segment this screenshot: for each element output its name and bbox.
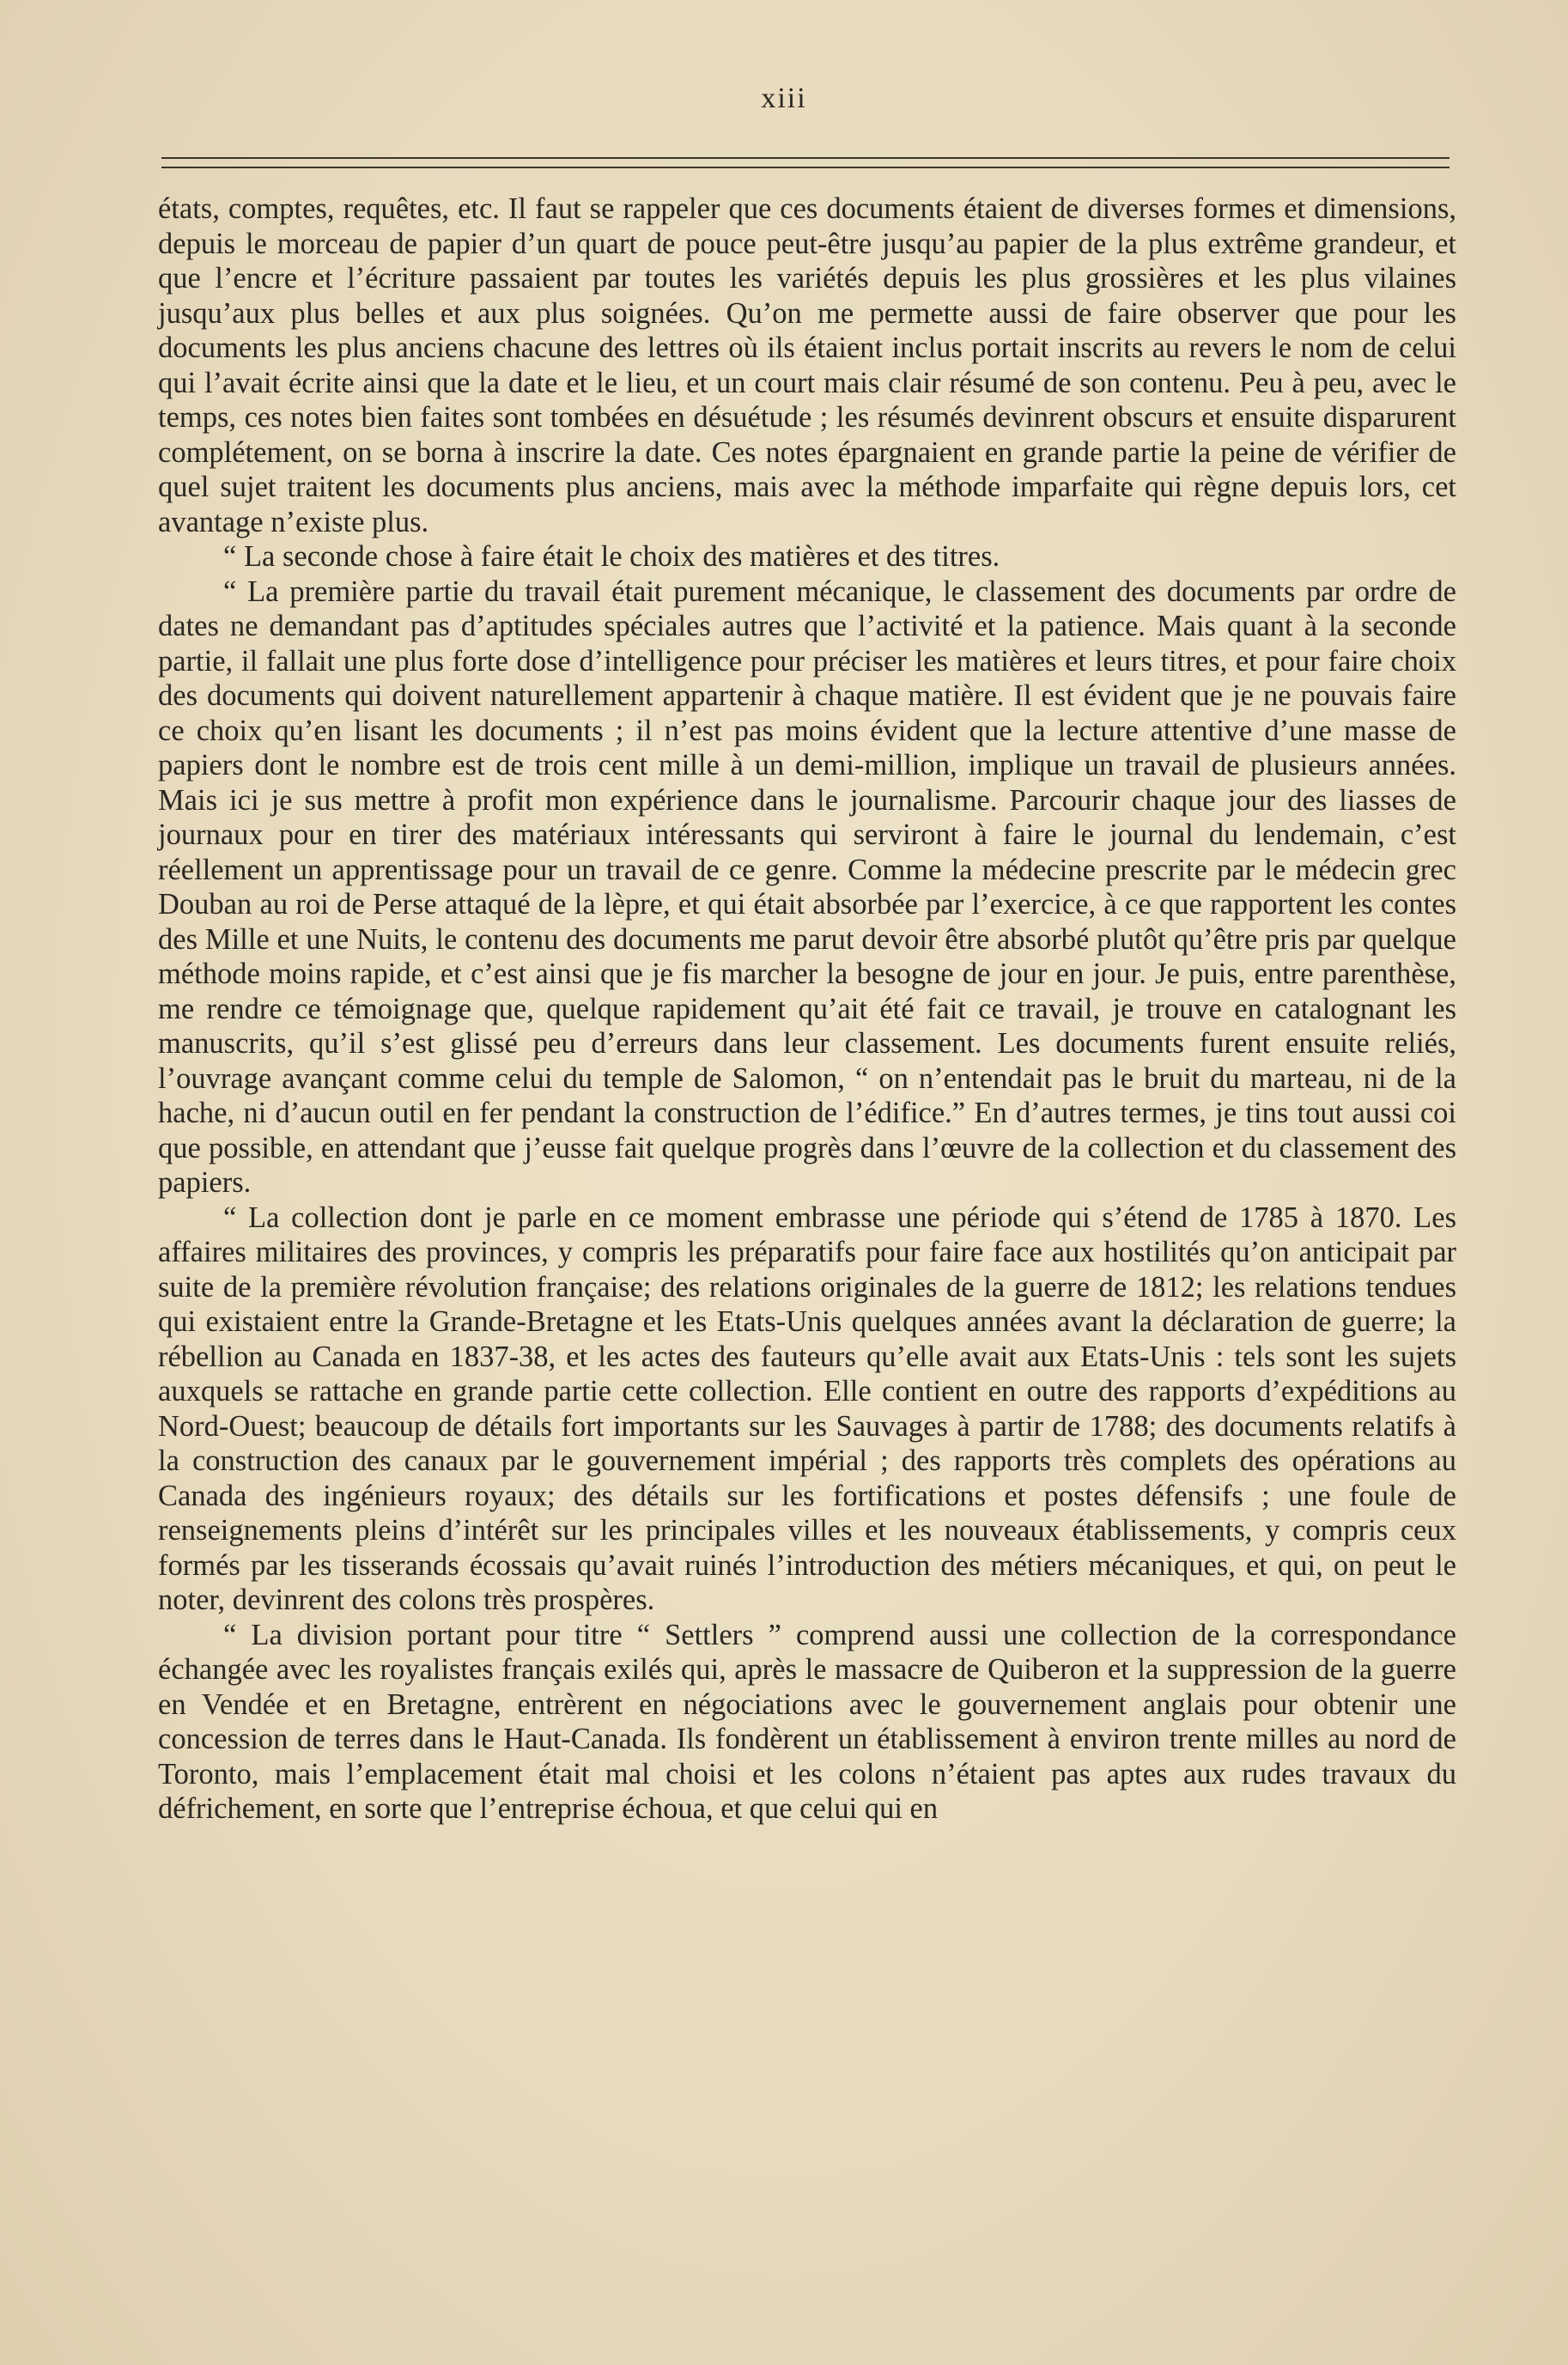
header-rule-bottom bbox=[161, 167, 1449, 168]
paragraph-continuation: états, comptes, requêtes, etc. Il faut se rappeler que ces documents étaient de diverses formes et dimensions, depuis le morceau de papier d’un quart de pouce peut-être jusqu’au papier de la plus extrême grandeur, et que l’encre et l’écriture passaient par toutes les variétés depuis les plus grossières et les plus vilaines jusqu’aux plus belles et aux plus soignées. Qu’on me permette aussi de faire observer que pour les documents les plus anciens chacune des lettres où ils étaient inclus portait inscrits au revers le nom de celui qui l’avait écrite ainsi que la date et le lieu, et un court mais clair résumé de son contenu. Peu à peu, avec le temps, ces notes bien faites sont tombées en désuétude ; les résumés devinrent obscurs et ensuite disparurent complétement, on se borna à inscrire la date. Ces notes épargnaient en grande partie la peine de vérifier de quel sujet traitent les documents plus anciens, mais avec la méthode imparfaite qui règne depuis lors, cet avantage n’existe plus. bbox=[158, 192, 1456, 538]
header-rule-top bbox=[161, 157, 1449, 159]
paragraph-collection: “ La collection dont je parle en ce moment embrasse une période qui s’étend de 1785 à 1870. Les affaires militaires des provinces, y compris les préparatifs pour faire face aux hostilités qu’on anticipait par suite de la première révolution française; des relations originales de la guerre de 1812; les relations tendues qui existaient entre la Grande-Bretagne et les Etats-Unis quelques années avant la déclaration de guerre; la rébellion au Canada en 1837-38, et les actes des fauteurs qu’elle avait aux Etats-Unis : tels sont les sujets auxquels se rattache en grande partie cette collection. Elle contient en outre des rapports d’expéditions au Nord-Ouest; beaucoup de détails fort importants sur les Sauvages à partir de 1788; des documents relatifs à la construction des canaux par le gouvernement impérial ; des rapports très complets des opérations au Canada des ingénieurs royaux; des détails sur les fortifications et postes défensifs ; une foule de renseignements pleins d’intérêt sur les principales villes et les nouveaux établissements, y compris ceux formés par les tisserands écossais qu’avait ruinés l’introduction des métiers mécaniques, et qui, on peut le noter, devinrent des colons très prospères. bbox=[158, 1201, 1456, 1616]
body-text bbox=[158, 192, 1456, 1827]
paragraph-first-part: “ La première partie du travail était purement mécanique, le classement des documents par ordre de dates ne demandant pas d’aptitudes spéciales autres que l’activité et la patience. Mais quant à la seconde partie, il fallait une plus forte dose d’intelligence pour préciser les matières et leurs titres, et pour faire choix des documents qui doivent naturellement appartenir à chaque matière. Il est évident que je ne pouvais faire ce choix qu’en lisant les documents ; il n’est pas moins évident que la lecture attentive d’une masse de papiers dont le nombre est de trois cent mille à un demi-million, implique un travail de plusieurs années. Mais ici je sus mettre à profit mon expérience dans le journalisme. Parcourir chaque jour des liasses de journaux pour en tirer des matériaux intéressants qui serviront à faire le journal du lendemain, c’est réellement un apprentissage pour un travail de ce genre. Comme la médecine prescrite par le médecin grec Douban au roi de Perse attaqué de la lèpre, et qui était absorbée par l’exercice, à ce que rapportent les contes des Mille et une Nuits, le contenu des documents me parut devoir être absorbé plutôt qu’être pris par quelque méthode moins rapide, et c’est ainsi que je fis marcher la besogne de jour en jour. Je puis, entre parenthèse, me rendre ce témoignage que, quelque rapidement qu’ait été fait ce travail, je trouve en catalognant les manuscrits, qu’il s’est glissé peu d’erreurs dans leur classement. Les documents furent ensuite reliés, l’ouvrage avançant comme celui du temple de Salomon, “ on n’entendait pas le bruit du marteau, ni de la hache, ni d’aucun outil en fer pendant la construction de l’édifice.” En d’autres termes, je tins tout aussi coi que possible, en attendant que j’eusse fait quelque progrès dans l’œuvre de la collection et du classement des papiers. bbox=[158, 575, 1456, 1199]
page-number: xiii bbox=[761, 82, 807, 114]
paragraph-second-thing: “ La seconde chose à faire était le choix des matières et des titres. bbox=[223, 540, 1000, 573]
paragraph-settlers: “ La division portant pour titre “ Settlers ” comprend aussi une collection de la correspondance échangée avec les royalistes français exilés qui, après le massacre de Quiberon et la suppression de la guerre en Vendée et en Bretagne, entrèrent en négociations avec le gouvernement anglais pour obtenir une concession de terres dans le Haut-Canada. Ils fondèrent un établissement à environ trente milles au nord de Toronto, mais l’emplacement était mal choisi et les colons n’étaient pas aptes aux rudes travaux du défrichement, en sorte que l’entreprise échoua, et que celui qui en bbox=[158, 1618, 1456, 1825]
